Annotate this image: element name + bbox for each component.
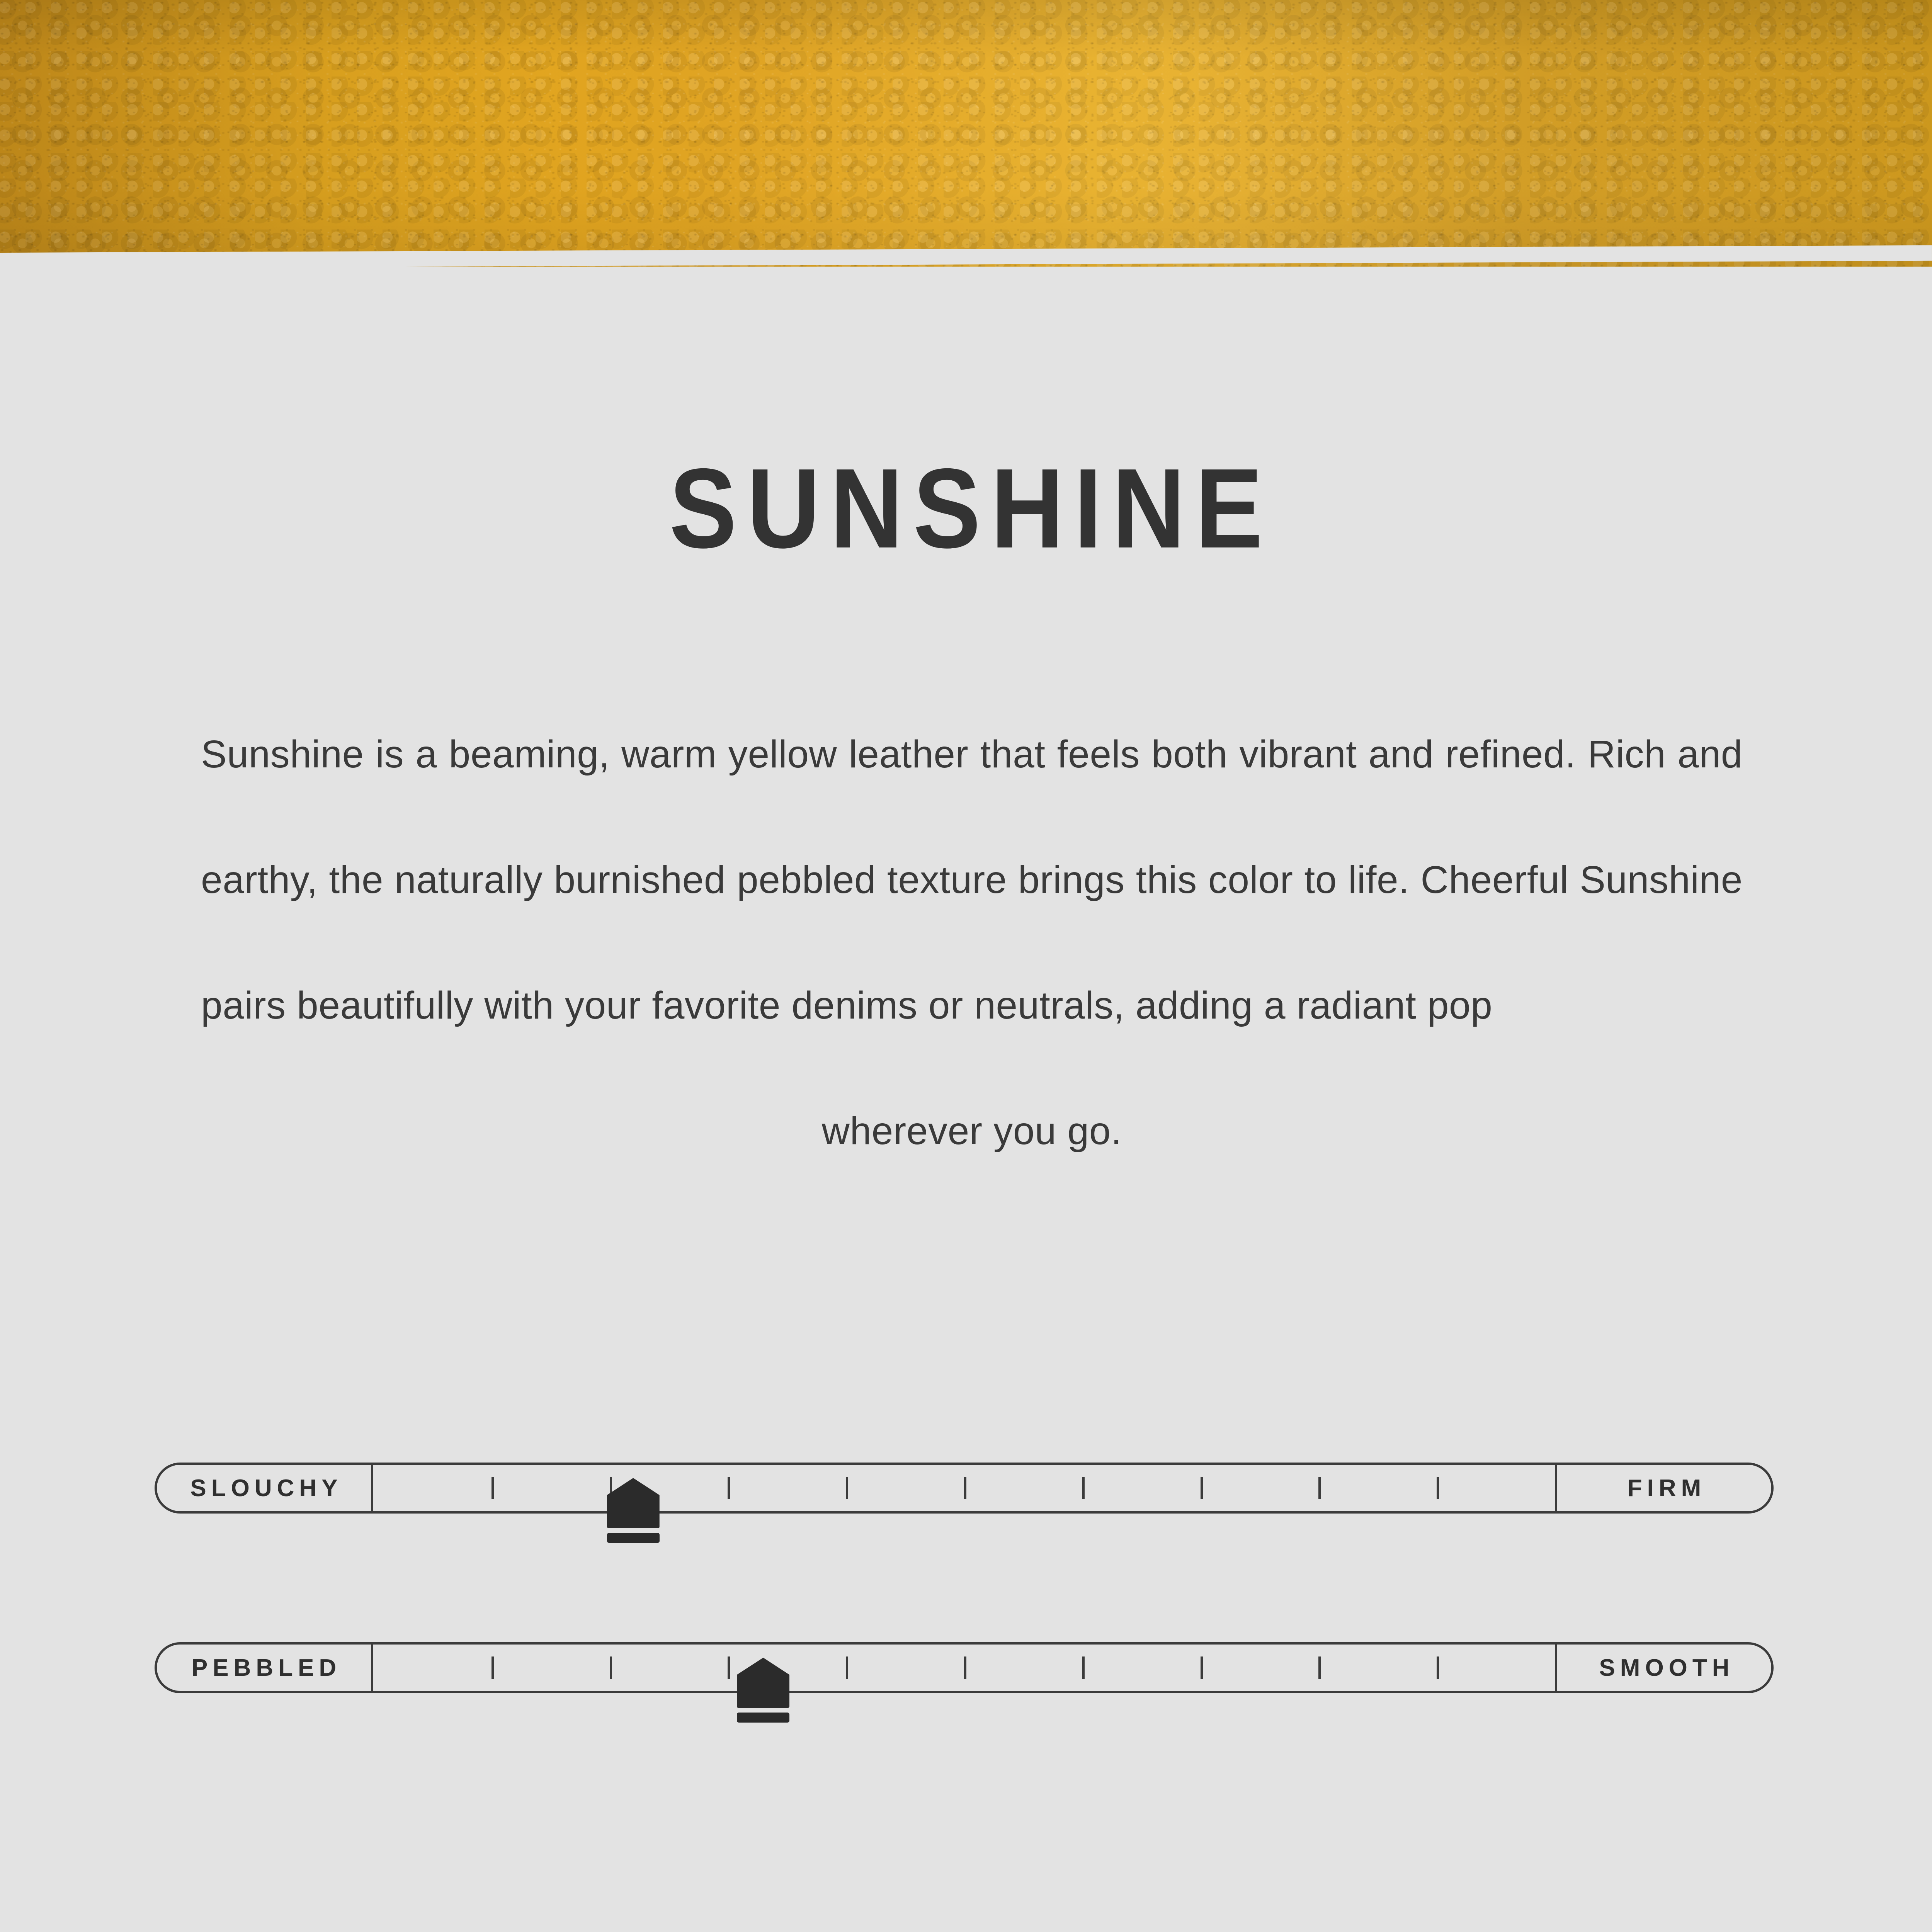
- slider-firmness-tick-8: [1318, 1477, 1321, 1499]
- slider-firmness-tick-7: [1201, 1477, 1203, 1499]
- leather-shading-overlay: [0, 0, 1932, 267]
- slider-firmness-marker-pointer-icon: [607, 1478, 660, 1528]
- slider-texture-tick-5: [964, 1656, 966, 1679]
- slider-firmness-marker-bar: [607, 1533, 660, 1543]
- slider-texture-left-label: PEBBLED: [157, 1645, 373, 1691]
- color-description: [201, 692, 1743, 1194]
- slider-firmness-scale[interactable]: [373, 1465, 1555, 1511]
- slider-firmness-tick-4: [846, 1477, 848, 1499]
- slider-texture-right-label: SMOOTH: [1555, 1645, 1771, 1691]
- leather-swatch-image: [0, 0, 1932, 267]
- slider-texture-track[interactable]: [155, 1642, 1774, 1693]
- slider-texture-tick-6: [1082, 1656, 1085, 1679]
- slider-firmness-right-label: FIRM: [1555, 1465, 1771, 1511]
- slider-firmness-tick-9: [1437, 1477, 1439, 1499]
- slider-texture-marker-bar: [737, 1713, 789, 1723]
- slider-firmness-tick-3: [728, 1477, 730, 1499]
- color-description-last-line: wherever you go.: [821, 1109, 1122, 1153]
- slider-texture-tick-7: [1201, 1656, 1203, 1679]
- slider-texture-tick-2: [610, 1656, 612, 1679]
- slider-firmness-tick-1: [492, 1477, 494, 1499]
- slider-texture-tick-9: [1437, 1656, 1439, 1679]
- slider-texture[interactable]: [155, 1642, 1774, 1693]
- slider-texture-tick-4: [846, 1656, 848, 1679]
- slider-firmness-left-label: SLOUCHY: [157, 1465, 373, 1511]
- slider-texture-marker-pointer-icon: [737, 1658, 789, 1708]
- slider-texture-tick-1: [492, 1656, 494, 1679]
- slider-texture-tick-3: [728, 1656, 730, 1679]
- color-description-main: Sunshine is a beaming, warm yellow leather that feels both vibrant and refined. Rich and earthy, the naturally burnished pebbled texture brings this color to life. Cheerful Sunshine pairs beautifully with your favorite denims or neutrals, adding a radiant pop: [201, 733, 1743, 1027]
- slider-texture-scale[interactable]: [373, 1645, 1555, 1691]
- slider-texture-tick-8: [1318, 1656, 1321, 1679]
- slider-firmness-track[interactable]: [155, 1463, 1774, 1514]
- page-title: SUNSHINE: [669, 445, 1273, 572]
- slider-firmness[interactable]: [155, 1463, 1774, 1514]
- slider-firmness-tick-6: [1082, 1477, 1085, 1499]
- slider-firmness-tick-5: [964, 1477, 966, 1499]
